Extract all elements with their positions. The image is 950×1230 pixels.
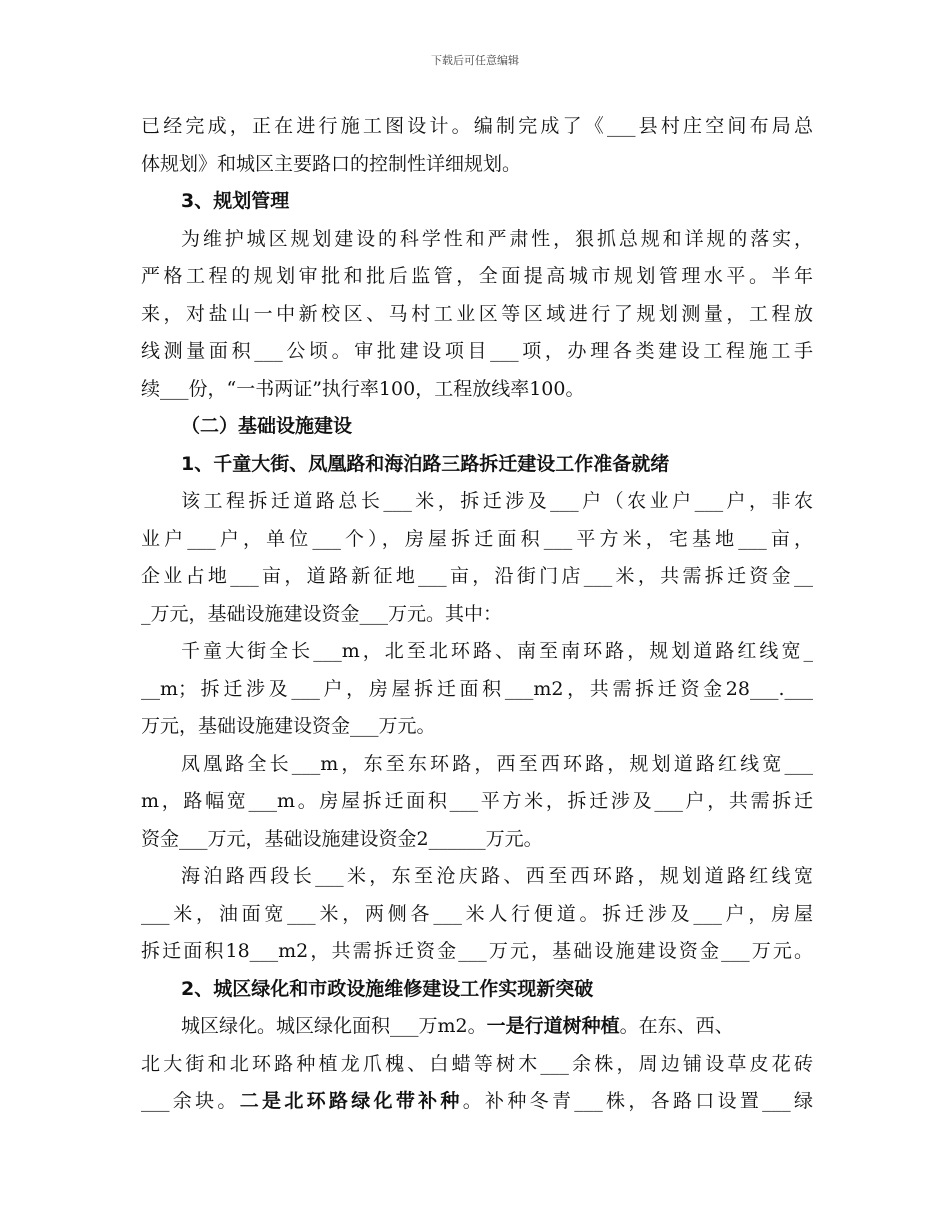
section-heading: 1、千童大街、凤凰路和海泊路三路拆迁建设工作准备就绪 [181, 452, 670, 475]
paragraph-line: __m；拆迁涉及___户，房屋拆迁面积___m2，共需拆迁资金28___.___ [141, 677, 813, 700]
section-heading: 3、规划管理 [181, 190, 290, 212]
text-segment: 北大街和北环路种植龙爪槐、白蜡等树木___余株，周边铺设草皮花砖 [141, 1052, 813, 1075]
emphasis-text: 一是行道树种植 [486, 1015, 620, 1037]
paragraph-line: 续___份，“一书两证”执行率100，工程放线率100。 [141, 377, 585, 400]
document-body [141, 108, 813, 1121]
text-segment: 。补种冬青___株，各路口设置___绿 [462, 1090, 813, 1112]
page-header: 下载后可任意编辑 [431, 54, 519, 67]
paragraph-line: 已经完成，正在进行施工图设计。编制完成了《___县村庄空间布局总 [141, 115, 813, 137]
paragraph-line: _万元，基础设施建设资金___万元。其中： [141, 602, 503, 625]
paragraph-line: m，路幅宽___m。房屋拆迁面积___平方米，拆迁涉及___户，共需拆迁 [141, 790, 813, 812]
paragraph-line: 资金___万元，基础设施建设资金2______万元。 [141, 827, 543, 850]
section-heading: （二）基础设施建设 [181, 415, 353, 437]
text-segment: 城区绿化。城区绿化面积___万m2。 [181, 1015, 487, 1037]
paragraph-line: ___米，油面宽___米，两侧各___米人行便道。拆迁涉及___户，房屋 [141, 902, 813, 925]
paragraph-line [141, 1046, 813, 1084]
paragraph-line: 拆迁面积18___m2，共需拆迁资金___万元，基础设施建设资金___万元。 [141, 940, 813, 962]
paragraph-line: 为维护城区规划建设的科学性和严肃性，狠抓总规和详规的落实， [181, 227, 813, 250]
emphasis-text: 二是北环路绿化带补种 [239, 1090, 463, 1112]
section-heading: 2、城区绿化和市政设施维修建设工作实现新突破 [181, 977, 594, 1000]
paragraph-line: 万元，基础设施建设资金___万元。 [141, 715, 436, 737]
paragraph-line [141, 1083, 813, 1121]
paragraph-line: 体规划》和城区主要路口的控制性详细规划。 [141, 152, 522, 175]
paragraph-line: 来，对盐山一中新校区、马村工业区等区域进行了规划测量，工程放 [141, 302, 813, 325]
paragraph-line: 线测量面积___公顷。审批建设项目___项，办理各类建设工程施工手 [141, 340, 813, 362]
paragraph-line: 业户___户，单位___个），房屋拆迁面积___平方米，宅基地___亩， [141, 527, 813, 550]
text-segment: 。在东、西、 [619, 1015, 734, 1037]
paragraph-line: 海泊路西段长___米，东至沧庆路、西至西环路，规划道路红线宽 [181, 865, 813, 887]
paragraph-line: 严格工程的规划审批和批后监管，全面提高城市规划管理水平。半年 [141, 265, 813, 287]
text-segment: ___余块。 [141, 1090, 240, 1112]
paragraph-line: 企业占地___亩，道路新征地___亩，沿街门店___米，共需拆迁资金__ [141, 565, 813, 587]
paragraph-line: 千童大街全长___m，北至北环路、南至南环路，规划道路红线宽_ [181, 640, 813, 662]
paragraph-line [141, 1008, 813, 1046]
paragraph-line: 该工程拆迁道路总长___米，拆迁涉及___户（农业户___户，非农 [181, 490, 813, 512]
paragraph-line: 凤凰路全长___m，东至东环路，西至西环路，规划道路红线宽___ [181, 752, 813, 775]
